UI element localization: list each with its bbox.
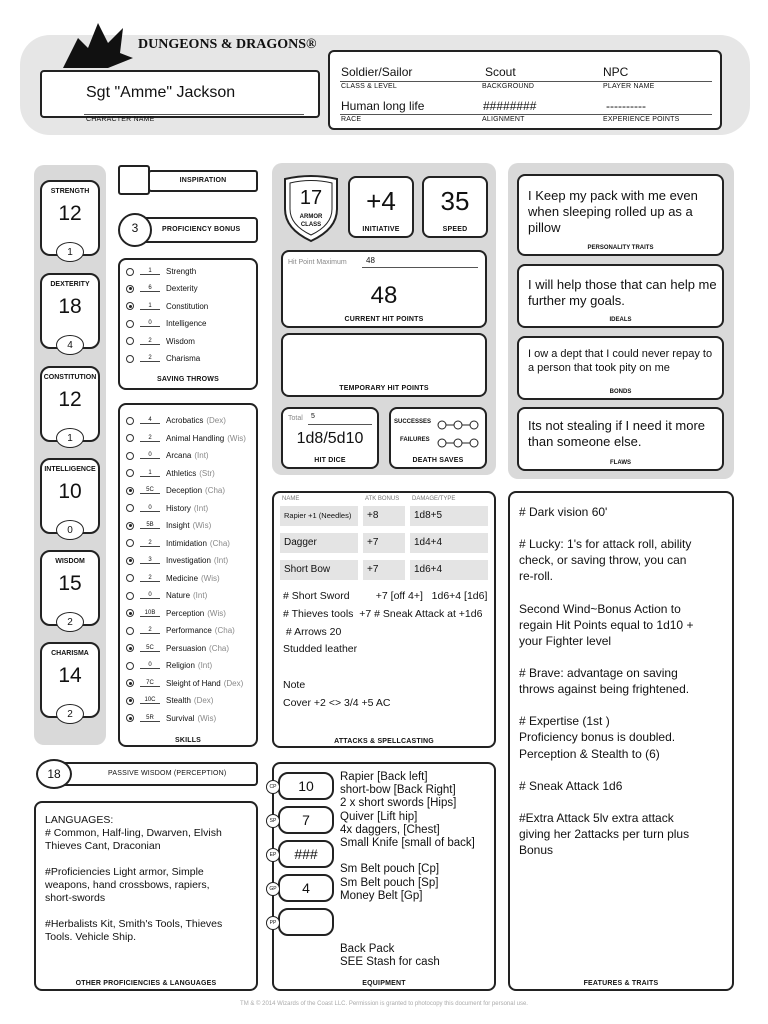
text-line: weapons, hand crossbows, rapiers, bbox=[45, 879, 210, 891]
languages-title: OTHER PROFICIENCIES & LANGUAGES bbox=[75, 980, 217, 987]
skill-name: Deception bbox=[166, 486, 203, 495]
skill-bonus: 10B bbox=[140, 610, 160, 617]
skill-bonus: 2 bbox=[140, 540, 160, 547]
bonds-label: BONDS bbox=[609, 389, 632, 395]
ability-modifier[interactable]: 1 bbox=[56, 242, 84, 262]
coin-label-circle: SP bbox=[266, 814, 280, 828]
race[interactable]: Human long life bbox=[341, 99, 425, 113]
hp-max-label: Hit Point Maximum bbox=[288, 259, 347, 266]
proficiency-dot[interactable] bbox=[126, 574, 134, 582]
speed-label: SPEED bbox=[442, 226, 468, 233]
initiative-value: +4 bbox=[366, 186, 396, 216]
ability-intelligence bbox=[40, 458, 100, 538]
successes-label: SUCCESSES bbox=[394, 419, 432, 425]
proficiency-dot[interactable] bbox=[126, 539, 134, 547]
proficiency-dot[interactable] bbox=[126, 504, 134, 512]
save-bonus: 1 bbox=[140, 268, 160, 275]
proficiency-dot[interactable] bbox=[126, 662, 134, 670]
current-hp-value: 48 bbox=[370, 282, 398, 309]
text-line: Sm Belt pouch [Cp] bbox=[340, 863, 440, 876]
hit-dice-label: HIT DICE bbox=[314, 457, 346, 464]
text-line: # Expertise (1st ) bbox=[519, 714, 610, 729]
proficiency-bonus-value: 3 bbox=[131, 221, 139, 235]
ideals-label: IDEALS bbox=[609, 317, 632, 323]
proficiency-bonus-label: PROFICIENCY BONUS bbox=[162, 226, 241, 233]
initiative-label: INITIATIVE bbox=[362, 226, 400, 233]
proficiency-dot[interactable] bbox=[126, 679, 134, 687]
text-line: regain Hit Points equal to 1d10 + bbox=[519, 617, 694, 632]
text-line: Studded leather bbox=[283, 643, 358, 656]
text-line: #Proficiencies Light armor, Simple bbox=[45, 866, 204, 878]
skill-ability: (Cha) bbox=[214, 626, 235, 635]
skill-ability: (Cha) bbox=[209, 643, 230, 653]
text-line: Back Pack bbox=[340, 942, 395, 955]
hit-dice-total-label: Total bbox=[288, 415, 303, 422]
ideals-text: I will help those that can help me further my goals. bbox=[528, 277, 717, 308]
character-name-label: CHARACTER NAME bbox=[86, 116, 155, 123]
text-line: # Arrows 20 bbox=[283, 625, 342, 638]
skill-bonus: 5B bbox=[140, 522, 160, 529]
save-name: Dexterity bbox=[166, 284, 198, 294]
skill-row[interactable] bbox=[126, 657, 212, 674]
text-line: Tools. Vehicle Ship. bbox=[45, 931, 137, 943]
attack-name[interactable]: Short Bow bbox=[280, 560, 358, 580]
skill-row[interactable] bbox=[126, 675, 243, 692]
proficiency-dot[interactable] bbox=[126, 285, 134, 293]
attack-damage[interactable]: 1d8+5 bbox=[410, 506, 488, 526]
alignment-label: ALIGNMENT bbox=[482, 116, 525, 123]
coin-label-circle: GP bbox=[266, 882, 280, 896]
save-name: Strength bbox=[166, 267, 197, 276]
ability-wisdom bbox=[40, 550, 100, 630]
attacks-col-damage: DAMAGE/TYPE bbox=[412, 496, 456, 502]
skill-name: Athletics bbox=[166, 468, 197, 478]
hp-max-value[interactable]: 48 bbox=[366, 256, 375, 265]
skill-ability: (Int) bbox=[193, 503, 209, 513]
attack-bonus[interactable]: +7 bbox=[363, 533, 405, 553]
attack-bonus[interactable]: +8 bbox=[363, 506, 405, 526]
skill-name: Perception bbox=[166, 608, 205, 618]
skill-bonus: 0 bbox=[140, 452, 160, 459]
features-title: FEATURES & TRAITS bbox=[583, 980, 659, 987]
death-saves-label: DEATH SAVES bbox=[412, 457, 464, 464]
logo-text: DUNGEONS & DRAGONS® bbox=[138, 37, 317, 52]
ability-label: WISDOM bbox=[55, 558, 85, 565]
alignment[interactable]: ######## bbox=[483, 99, 537, 113]
text-line: Bonus bbox=[519, 843, 554, 858]
skill-ability: (Dex) bbox=[193, 696, 214, 705]
skill-row[interactable] bbox=[126, 622, 235, 639]
skill-name: Arcana bbox=[166, 451, 192, 460]
skill-ability: (Cha) bbox=[209, 538, 230, 548]
failures-label: FAILURES bbox=[400, 437, 430, 443]
skill-row[interactable] bbox=[126, 465, 215, 482]
skill-ability: (Int) bbox=[194, 451, 209, 460]
skill-ability: (Wis) bbox=[201, 573, 220, 583]
proficiency-dot[interactable] bbox=[126, 434, 134, 442]
flaws-text: Its not stealing if I need it more than someone else. bbox=[528, 418, 706, 449]
skill-ability: (Str) bbox=[199, 468, 215, 478]
skill-ability: (Int) bbox=[193, 591, 208, 600]
skill-name: Performance bbox=[166, 626, 212, 635]
footer-copyright: TM & © 2014 Wizards of the Coast LLC. Permission is granted to photocopy this document for personal use. bbox=[240, 1001, 528, 1007]
proficiency-dot[interactable] bbox=[126, 487, 134, 495]
skill-row[interactable] bbox=[126, 447, 209, 464]
skill-bonus: 4 bbox=[140, 417, 160, 424]
text-line: # Common, Half-ling, Dwarven, Elvish bbox=[45, 827, 222, 839]
skill-row[interactable] bbox=[126, 587, 207, 604]
attack-name[interactable]: Rapier +1 (Needles) bbox=[280, 506, 358, 526]
ability-charisma bbox=[40, 642, 100, 722]
experience-points[interactable]: ---------- bbox=[606, 99, 646, 113]
skill-ability: (Cha) bbox=[205, 486, 226, 495]
skill-row[interactable] bbox=[126, 535, 230, 552]
text-line: Sm Belt pouch [Sp] bbox=[340, 876, 439, 889]
ability-modifier[interactable]: 2 bbox=[56, 612, 84, 632]
text-line: short-bow [Back Right] bbox=[340, 784, 456, 797]
ability-score: 15 bbox=[58, 572, 82, 595]
personality-traits-text: I Keep my pack with me even when sleeping rolled up as a pillow bbox=[528, 188, 698, 235]
text-line: your Fighter level bbox=[519, 633, 612, 648]
skill-bonus: 5R bbox=[140, 715, 160, 722]
ability-dexterity bbox=[40, 273, 100, 353]
text-line: 4x daggers, [Chest] bbox=[340, 823, 440, 836]
passive-wisdom-label: PASSIVE WISDOM (PERCEPTION) bbox=[108, 770, 227, 777]
save-bonus: 1 bbox=[140, 303, 160, 310]
personality-traits-label: PERSONALITY TRAITS bbox=[587, 245, 654, 251]
skill-bonus: 2 bbox=[140, 575, 160, 582]
proficiency-dot[interactable] bbox=[126, 469, 134, 477]
skill-name: Animal Handling bbox=[166, 433, 225, 443]
player-name[interactable]: NPC bbox=[603, 65, 629, 79]
proficiency-dot[interactable] bbox=[126, 644, 134, 652]
background-label: BACKGROUND bbox=[482, 83, 535, 90]
coin-value-box[interactable] bbox=[278, 908, 334, 936]
equipment-title: EQUIPMENT bbox=[362, 980, 406, 987]
ability-modifier[interactable]: 1 bbox=[56, 428, 84, 448]
coin-value-box[interactable]: 4 bbox=[278, 874, 334, 902]
save-bonus: 0 bbox=[140, 320, 160, 327]
proficiency-dot[interactable] bbox=[126, 320, 134, 328]
skills-title: SKILLS bbox=[174, 737, 202, 744]
text-line: short-swords bbox=[45, 892, 106, 904]
text-line: # Brave: advantage on saving bbox=[519, 666, 678, 680]
flaws-label: FLAWS bbox=[610, 460, 631, 466]
text-line: Rapier [Back left] bbox=[340, 771, 428, 783]
text-line: check, or saving throw, you can bbox=[519, 553, 687, 568]
ability-modifier[interactable]: 0 bbox=[56, 520, 84, 540]
text-line: Proficiency bonus is doubled. bbox=[519, 730, 676, 745]
skill-name: Medicine bbox=[166, 573, 199, 583]
text-line: Thieves Cant, Draconian bbox=[45, 840, 161, 852]
skill-name: Nature bbox=[166, 591, 191, 600]
armor-class-label: ARMOR CLASS bbox=[299, 214, 323, 228]
save-name: Charisma bbox=[166, 354, 201, 363]
text-line: # Short Sword +7 [off 4+] 1d6+4 [1d6] bbox=[283, 590, 488, 602]
skill-row[interactable] bbox=[126, 640, 229, 657]
speed-value: 35 bbox=[440, 186, 470, 216]
skill-name: Religion bbox=[166, 661, 195, 670]
player-name-label: PLAYER NAME bbox=[603, 83, 655, 90]
skill-row[interactable] bbox=[126, 605, 226, 622]
ability-label: DEXTERITY bbox=[50, 281, 90, 288]
coin-label-circle: EP bbox=[266, 848, 280, 862]
skill-name: Persuasion bbox=[166, 643, 207, 653]
saving-throw-row[interactable] bbox=[126, 333, 195, 350]
skill-bonus: 10C bbox=[140, 697, 160, 704]
coin-label-circle: CP bbox=[266, 780, 280, 794]
text-line: Money Belt [Gp] bbox=[340, 889, 423, 902]
saving-throws-title: SAVING THROWS bbox=[157, 376, 219, 383]
skill-ability: (Wis) bbox=[207, 608, 226, 618]
ability-score: 12 bbox=[58, 202, 82, 225]
skill-name: Survival bbox=[166, 713, 195, 723]
current-hp-label: CURRENT HIT POINTS bbox=[344, 316, 424, 323]
saving-throw-row[interactable] bbox=[126, 350, 200, 367]
save-bonus: 2 bbox=[140, 355, 160, 362]
skill-row[interactable] bbox=[126, 517, 211, 534]
skill-ability: (Dex) bbox=[223, 678, 244, 688]
text-line: # Dark vision 60' bbox=[519, 505, 608, 519]
skill-ability: (Int) bbox=[197, 661, 213, 670]
save-name: Constitution bbox=[166, 301, 209, 311]
skill-ability: (Wis) bbox=[192, 521, 212, 530]
skill-ability: (Int) bbox=[213, 556, 229, 565]
text-line: LANGUAGES: bbox=[45, 814, 114, 826]
skill-ability: (Dex) bbox=[206, 416, 226, 425]
proficiency-dot[interactable] bbox=[126, 268, 134, 276]
proficiency-dot[interactable] bbox=[126, 627, 134, 635]
save-name: Wisdom bbox=[166, 336, 195, 346]
ability-score: 10 bbox=[58, 480, 82, 503]
background[interactable]: Scout bbox=[485, 65, 516, 79]
text-line: throws against being frightened. bbox=[519, 682, 690, 697]
skill-name: Sleight of Hand bbox=[166, 678, 221, 688]
attack-damage[interactable]: 1d6+4 bbox=[410, 560, 488, 580]
skill-name: Intimidation bbox=[166, 538, 207, 548]
ability-strength bbox=[40, 180, 100, 260]
proficiency-dot[interactable] bbox=[126, 337, 134, 345]
proficiency-dot[interactable] bbox=[126, 592, 134, 600]
attacks-col-name: NAME bbox=[282, 496, 300, 502]
proficiency-dot[interactable] bbox=[126, 417, 134, 425]
inspiration-box[interactable] bbox=[118, 165, 150, 195]
hit-dice-total-value[interactable]: 5 bbox=[311, 413, 315, 420]
attack-name[interactable]: Dagger bbox=[280, 533, 358, 553]
proficiency-dot[interactable] bbox=[126, 714, 134, 722]
coin-label-circle: PP bbox=[266, 916, 280, 930]
skill-bonus: 0 bbox=[140, 592, 160, 599]
skill-bonus: 0 bbox=[140, 662, 160, 669]
text-line: Perception & Stealth to (6) bbox=[519, 746, 660, 761]
text-line: Quiver [Lift hip] bbox=[340, 810, 418, 823]
skill-row[interactable] bbox=[126, 710, 216, 727]
attacks-title: ATTACKS & SPELLCASTING bbox=[334, 738, 434, 745]
skill-name: History bbox=[166, 503, 191, 513]
failure-checkboxes[interactable] bbox=[436, 435, 480, 445]
proficiency-dot[interactable] bbox=[126, 302, 134, 310]
class-level[interactable]: Soldier/Sailor bbox=[341, 65, 413, 79]
skill-row[interactable] bbox=[126, 412, 226, 429]
text-line: re-roll. bbox=[519, 569, 554, 584]
skill-row[interactable] bbox=[126, 570, 220, 587]
text-line: 2 x short swords [Hips] bbox=[340, 797, 457, 810]
save-name: Intelligence bbox=[166, 319, 207, 329]
ability-constitution bbox=[40, 366, 100, 446]
armor-class-value: 17 bbox=[299, 187, 323, 209]
skill-row[interactable] bbox=[126, 430, 246, 447]
text-line: Small Knife [small of back] bbox=[340, 837, 475, 849]
skill-bonus: 7C bbox=[140, 680, 160, 687]
coin-value-box[interactable]: ### bbox=[278, 840, 334, 868]
header bbox=[0, 0, 768, 150]
save-bonus: 2 bbox=[140, 338, 160, 345]
ability-modifier[interactable]: 2 bbox=[56, 704, 84, 724]
skill-name: Acrobatics bbox=[166, 416, 204, 425]
skill-bonus: 2 bbox=[140, 435, 160, 442]
skill-name: Investigation bbox=[166, 556, 211, 565]
saving-throw-row[interactable] bbox=[126, 280, 198, 297]
text-line: # Sneak Attack 1d6 bbox=[519, 778, 623, 793]
character-name[interactable]: Sgt "Amme" Jackson bbox=[86, 84, 236, 101]
ability-modifier[interactable]: 4 bbox=[56, 335, 84, 355]
skill-bonus: 1 bbox=[140, 470, 160, 477]
skill-row[interactable] bbox=[126, 692, 213, 709]
ability-label: CHARISMA bbox=[51, 650, 89, 657]
text-line: #Herbalists Kit, Smith's Tools, Thieves bbox=[45, 918, 223, 930]
skill-bonus: 5C bbox=[140, 487, 160, 494]
bonds-text: I ow a dept that I could never repay to a person that took pity on me bbox=[528, 348, 713, 374]
proficiency-dot[interactable] bbox=[126, 355, 134, 363]
ability-score: 12 bbox=[58, 388, 82, 411]
save-bonus: 6 bbox=[140, 285, 160, 292]
dragon-logo-icon bbox=[58, 18, 138, 73]
saving-throw-row[interactable] bbox=[126, 298, 208, 315]
text-line: # Lucky: 1's for attack roll, ability bbox=[519, 537, 692, 552]
proficiency-dot[interactable] bbox=[126, 522, 134, 530]
attack-bonus[interactable]: +7 bbox=[363, 560, 405, 580]
experience-label: EXPERIENCE POINTS bbox=[603, 116, 680, 123]
skill-name: Stealth bbox=[166, 696, 191, 705]
ability-label: INTELLIGENCE bbox=[44, 466, 96, 473]
text-line: # Thieves tools +7 # Sneak Attack at +1d6 bbox=[283, 607, 483, 620]
class-level-label: CLASS & LEVEL bbox=[341, 83, 397, 90]
inspiration-label: INSPIRATION bbox=[179, 177, 227, 184]
coin-value-box[interactable]: 10 bbox=[278, 772, 334, 800]
skill-bonus: 3 bbox=[140, 557, 160, 564]
skill-bonus: 5C bbox=[140, 645, 160, 652]
saving-throw-row[interactable] bbox=[126, 315, 206, 332]
temp-hp-label: TEMPORARY HIT POINTS bbox=[339, 385, 429, 392]
attacks-col-bonus: ATK BONUS bbox=[365, 496, 400, 502]
text-line: Second Wind~Bonus Action to bbox=[519, 601, 681, 616]
skill-name: Insight bbox=[166, 521, 190, 530]
proficiency-dot[interactable] bbox=[126, 609, 134, 617]
coin-value-box[interactable]: 7 bbox=[278, 806, 334, 834]
skill-row[interactable] bbox=[126, 500, 208, 517]
proficiency-dot[interactable] bbox=[126, 452, 134, 460]
text-line: SEE Stash for cash bbox=[340, 955, 440, 968]
skill-ability: (Wis) bbox=[197, 713, 217, 723]
text-line: Note bbox=[283, 679, 306, 691]
proficiency-dot[interactable] bbox=[126, 557, 134, 565]
skill-bonus: 0 bbox=[140, 505, 160, 512]
skill-bonus: 2 bbox=[140, 627, 160, 634]
success-checkboxes[interactable] bbox=[436, 417, 480, 427]
text-line: giving her 2attacks per turn plus bbox=[519, 827, 690, 841]
skill-row[interactable] bbox=[126, 482, 225, 499]
saving-throw-row[interactable] bbox=[126, 263, 196, 280]
ability-label: CONSTITUTION bbox=[43, 374, 97, 381]
passive-wisdom-value: 18 bbox=[47, 767, 61, 781]
text-line: #Extra Attack 5lv extra attack bbox=[519, 810, 674, 825]
proficiency-dot[interactable] bbox=[126, 697, 134, 705]
ability-score: 14 bbox=[58, 664, 82, 687]
ability-label: STRENGTH bbox=[50, 188, 90, 195]
attack-damage[interactable]: 1d4+4 bbox=[410, 533, 488, 553]
text-line: Cover +2 <> 3/4 +5 AC bbox=[283, 696, 391, 709]
skill-ability: (Wis) bbox=[227, 433, 246, 443]
hit-dice-value: 1d8/5d10 bbox=[296, 430, 364, 447]
race-label: RACE bbox=[341, 116, 362, 123]
ability-score: 18 bbox=[58, 295, 82, 318]
skill-row[interactable] bbox=[126, 552, 228, 569]
